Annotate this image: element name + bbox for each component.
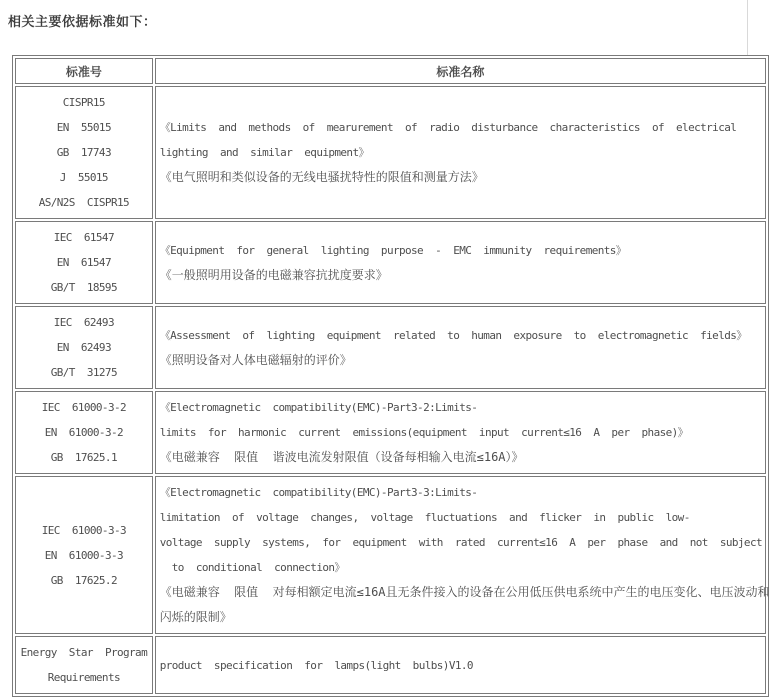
standard-code-line: IEC 62493 <box>53 316 114 329</box>
standard-name-cell <box>155 391 766 474</box>
standard-code-line: GB 17743 <box>56 146 111 159</box>
standard-code-cell <box>15 391 153 474</box>
standard-code-cell <box>15 476 153 634</box>
standard-name-line: product specification for lamps(light bulbs)V1.0 <box>159 658 473 672</box>
standard-name-line: 《电气照明和类似设备的无线电骚扰特性的限值和测量方法》 <box>159 170 484 184</box>
standard-code-cell <box>15 636 153 694</box>
standard-name-line: limitation of voltage changes, voltage fluctuations and flicker in public low- <box>159 511 690 524</box>
standard-code-line: GB 17625.2 <box>50 573 117 587</box>
standard-name-line: to conditional connection》 <box>159 561 345 574</box>
standard-code-line: GB/T 31275 <box>50 366 117 379</box>
table-row <box>15 636 766 694</box>
standard-code-cell <box>15 306 153 389</box>
standard-code-line: J 55015 <box>59 171 108 184</box>
header-standard-name: 标准名称 <box>155 58 766 84</box>
table-row <box>15 391 766 474</box>
standard-code-line: IEC 61000-3-2 <box>41 401 127 414</box>
standard-name-cell <box>155 86 766 219</box>
standard-code-line: Requirements <box>47 671 120 684</box>
table-row <box>15 86 766 219</box>
header-standard-code: 标准号 <box>15 58 153 84</box>
standard-code-line: AS/N2S CISPR15 <box>38 196 130 209</box>
standard-name-cell <box>155 636 766 694</box>
standard-name-line: 《Limits and methods of mearurement of radio disturbance characteristics of electrical <box>159 121 737 134</box>
standard-code-line: GB/T 18595 <box>50 281 117 294</box>
standard-name-line: 《Electromagnetic compatibility(EMC)-Part3-3:Limits- <box>159 486 478 499</box>
standard-name-line: 《照明设备对人体电磁辐射的评价》 <box>159 352 352 367</box>
standard-name-line: voltage supply systems, for equipment with rated current≤16 A per phase and not subject <box>159 536 762 549</box>
standard-code-line: Energy Star Program <box>20 646 148 659</box>
standard-code-line: EN 61000-3-2 <box>44 426 124 439</box>
standard-name-cell <box>155 221 766 304</box>
standard-code-line: IEC 61547 <box>53 231 114 244</box>
standard-name-line: 《Equipment for general lighting purpose - EMC immunity requirements》 <box>159 243 627 257</box>
standard-name-line: 闪烁的限制》 <box>159 610 232 624</box>
table-header-row <box>15 58 766 84</box>
doc-title: 相关主要依据标准如下： <box>8 15 157 30</box>
standard-code-line: IEC 61000-3-3 <box>41 523 127 537</box>
table-row <box>15 306 766 389</box>
standard-name-cell <box>155 476 770 634</box>
standard-name-line: 《Electromagnetic compatibility(EMC)-Part3-2:Limits- <box>159 401 478 414</box>
standard-name-line: limits for harmonic current emissions(equipment input current≤16 A per phase)》 <box>159 426 689 439</box>
standard-code-line: EN 61547 <box>56 256 111 269</box>
standard-name-line: 《Assessment of lighting equipment related to human exposure to electromagnetic fields》 <box>159 328 747 342</box>
standard-code-line: CISPR15 <box>62 96 105 109</box>
standard-name-line: 《电磁兼容 限值 对每相额定电流≤16A且无条件接入的设备在公用低压供电系统中产生的电压变化、电压波动和 <box>159 585 770 599</box>
table-row <box>15 476 766 634</box>
table-row <box>15 221 766 304</box>
standard-code-cell <box>15 86 153 219</box>
standard-name-line: lighting and similar equipment》 <box>159 146 369 159</box>
standard-name-line: 《电磁兼容 限值 谐波电流发射限值（设备每相输入电流≤16A）》 <box>159 450 524 464</box>
standard-code-cell <box>15 221 153 304</box>
standard-name-line: 《一般照明用设备的电磁兼容抗扰度要求》 <box>159 267 388 282</box>
standards-table <box>12 55 769 697</box>
standard-code-line: EN 55015 <box>56 121 111 134</box>
standard-code-line: EN 62493 <box>56 341 111 354</box>
standard-name-cell <box>155 306 766 389</box>
standard-code-line: GB 17625.1 <box>50 451 117 464</box>
standard-code-line: EN 61000-3-3 <box>44 548 124 562</box>
